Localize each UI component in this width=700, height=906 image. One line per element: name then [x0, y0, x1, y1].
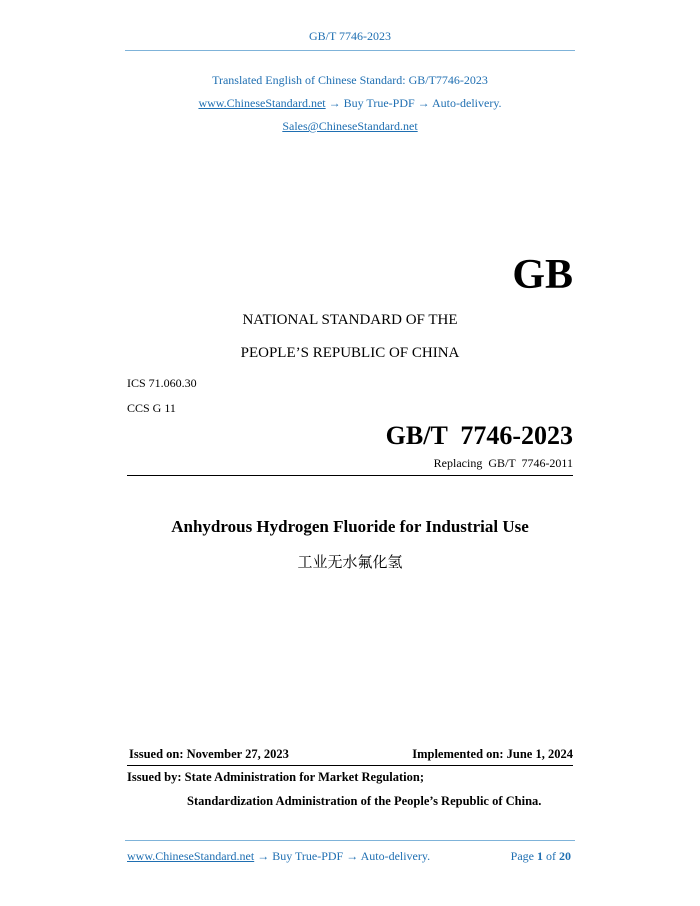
standard-number: GB/T 7746-2023 — [385, 421, 573, 450]
footer-site-link[interactable]: www.ChineseStandard.net — [127, 849, 255, 863]
footer-site-tail: → Buy True-PDF → Auto-delivery. — [257, 849, 431, 863]
number-divider — [127, 475, 573, 476]
issued-by-line2: Standardization Administration of the People’s Republic of China. — [187, 794, 542, 808]
header-divider — [125, 50, 575, 51]
page-total: 20 — [559, 849, 571, 863]
title-english: Anhydrous Hydrogen Fluoride for Industrial Use — [171, 517, 529, 536]
implemented-on: Implemented on: June 1, 2024 — [412, 747, 573, 761]
page-indicator — [511, 849, 571, 864]
page-prefix: Page — [510, 849, 534, 863]
header-site-link[interactable]: www.ChineseStandard.net — [198, 96, 326, 110]
issued-on: Issued on: November 27, 2023 — [129, 747, 289, 761]
national-standard-line1: NATIONAL STANDARD OF THE — [242, 312, 458, 328]
header-email-link[interactable]: Sales@ChineseStandard.net — [282, 119, 418, 133]
footer-divider — [125, 840, 575, 841]
ccs-code: CCS G 11 — [127, 401, 176, 415]
footer-site-line — [127, 849, 430, 864]
replacing-note: Replacing GB/T 7746-2011 — [433, 456, 573, 470]
page-current: 1 — [537, 849, 543, 863]
ics-code: ICS 71.060.30 — [127, 376, 197, 390]
header-site-tail: → Buy True-PDF → Auto-delivery. — [328, 96, 502, 110]
issue-divider — [127, 765, 573, 766]
title-chinese: 工业无水氟化氢 — [297, 553, 403, 571]
issued-by-line1: Issued by: State Administration for Market Regulation; — [127, 770, 424, 784]
page-of: of — [546, 849, 556, 863]
national-standard-line2: PEOPLE’S REPUBLIC OF CHINA — [240, 345, 460, 361]
header-email-line — [0, 119, 700, 134]
translation-note: Translated English of Chinese Standard: GB/T7746-2023 — [212, 73, 488, 87]
header-site-line — [0, 96, 700, 111]
gb-logo: GB — [512, 252, 573, 298]
header-doc-code: GB/T 7746-2023 — [308, 29, 392, 43]
